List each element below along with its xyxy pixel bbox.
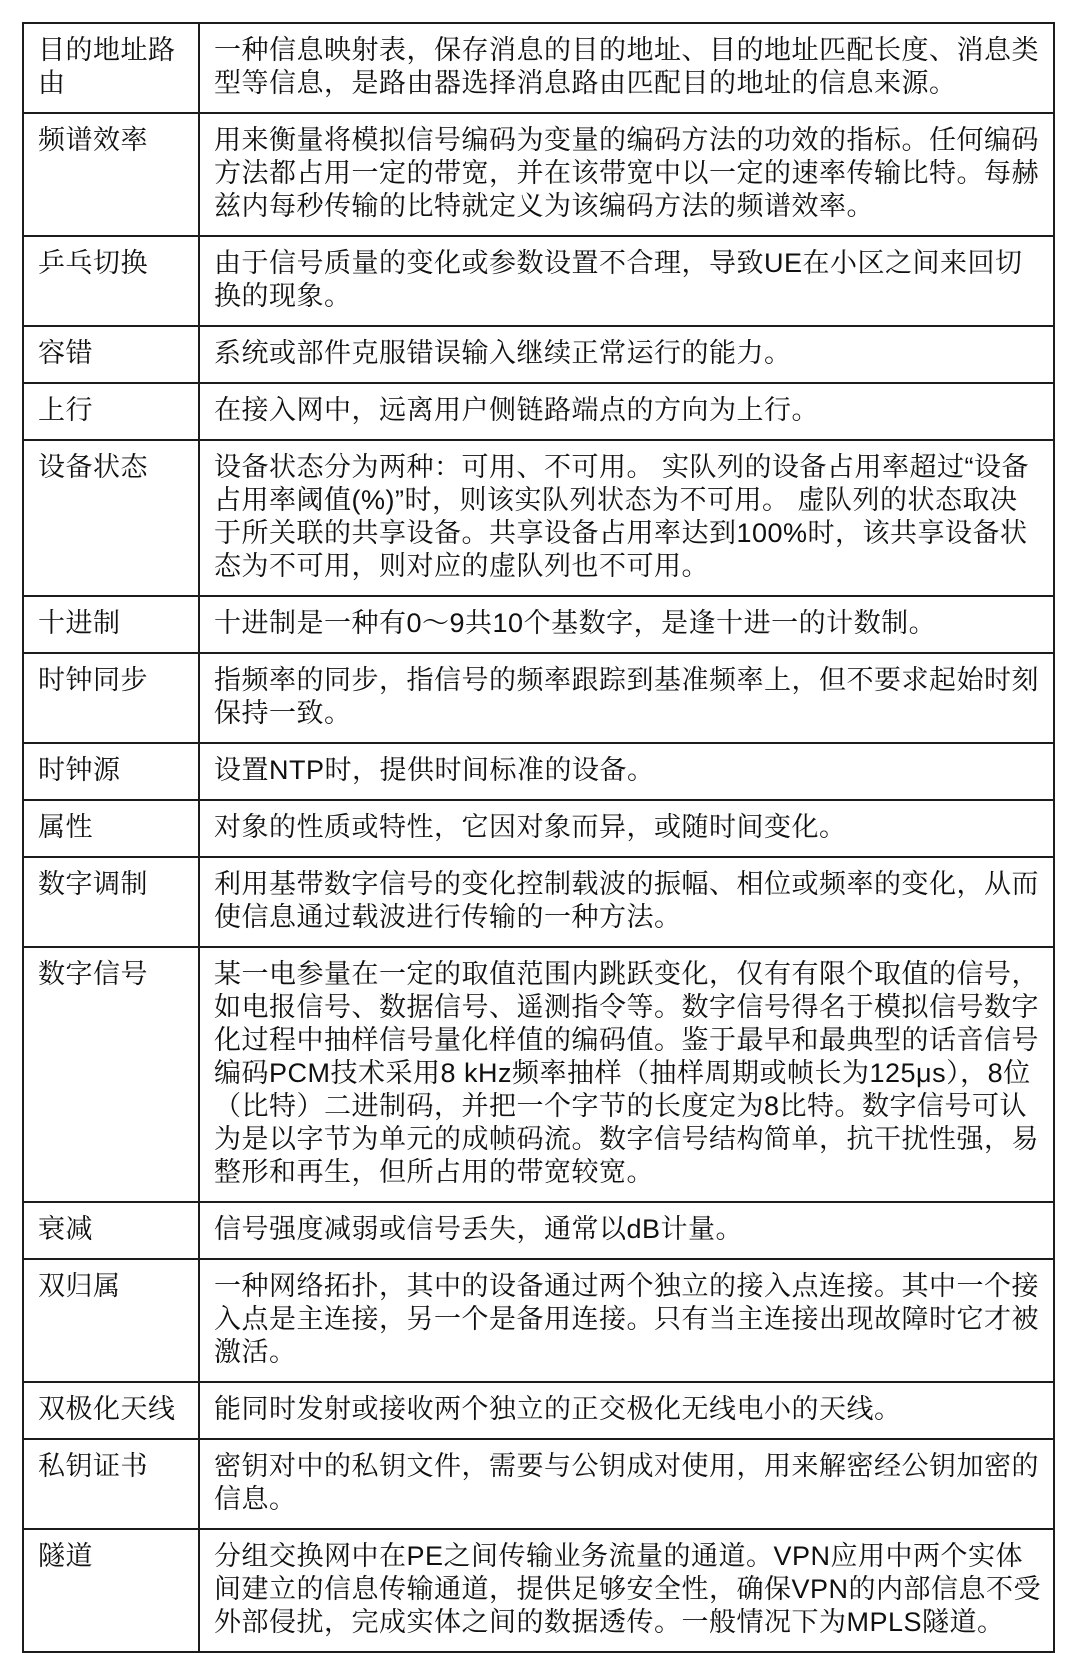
definition-cell: 用来衡量将模拟信号编码为变量的编码方法的功效的指标。任何编码方法都占用一定的带宽，并在该带宽中以一定的速率传输比特。每赫兹内每秒传输的比特就定义为该编码方法的频谱效率。 <box>199 113 1054 236</box>
glossary-body <box>23 23 1054 1652</box>
table-row <box>23 653 1054 743</box>
table-row <box>23 326 1054 383</box>
table-row <box>23 1439 1054 1529</box>
term-cell: 时钟源 <box>23 743 199 800</box>
definition-cell: 设置NTP时，提供时间标准的设备。 <box>199 743 1054 800</box>
term-cell: 目的地址路由 <box>23 23 199 113</box>
term-cell: 私钥证书 <box>23 1439 199 1529</box>
definition-cell: 某一电参量在一定的取值范围内跳跃变化，仅有有限个取值的信号，如电报信号、数据信号、遥测指令等。数字信号得名于模拟信号数字化过程中抽样信号量化样值的编码值。鉴于最早和最典型的话音信号编码PCM技术采用8 kHz频率抽样（抽样周期或帧长为125μs），8位（比特）二进制码，并把一个字节的长度定为8比特。数字信号可认为是以字节为单元的成帧码流。数字信号结构简单，抗干扰性强，易整形和再生，但所占用的带宽较宽。 <box>199 947 1054 1202</box>
table-row <box>23 23 1054 113</box>
definition-cell: 一种信息映射表，保存消息的目的地址、目的地址匹配长度、消息类型等信息，是路由器选择消息路由匹配目的地址的信息来源。 <box>199 23 1054 113</box>
term-cell: 数字信号 <box>23 947 199 1202</box>
definition-cell: 一种网络拓扑，其中的设备通过两个独立的接入点连接。其中一个接入点是主连接，另一个是备用连接。只有当主连接出现故障时它才被激活。 <box>199 1259 1054 1382</box>
table-row <box>23 857 1054 947</box>
term-cell: 双归属 <box>23 1259 199 1382</box>
term-cell: 十进制 <box>23 596 199 653</box>
definition-cell: 能同时发射或接收两个独立的正交极化无线电小的天线。 <box>199 1382 1054 1439</box>
table-row <box>23 800 1054 857</box>
definition-cell: 指频率的同步，指信号的频率跟踪到基准频率上，但不要求起始时刻保持一致。 <box>199 653 1054 743</box>
term-cell: 双极化天线 <box>23 1382 199 1439</box>
table-row <box>23 383 1054 440</box>
definition-cell: 利用基带数字信号的变化控制载波的振幅、相位或频率的变化，从而使信息通过载波进行传输的一种方法。 <box>199 857 1054 947</box>
term-cell: 上行 <box>23 383 199 440</box>
term-cell: 时钟同步 <box>23 653 199 743</box>
definition-cell: 设备状态分为两种：可用、不可用。 实队列的设备占用率超过“设备占用率阈值(%)”时，则该实队列状态为不可用。 虚队列的状态取决于所关联的共享设备。共享设备占用率达到100%时，该共享设备状态为不可用，则对应的虚队列也不可用。 <box>199 440 1054 596</box>
table-row <box>23 1529 1054 1652</box>
definition-cell: 由于信号质量的变化或参数设置不合理，导致UE在小区之间来回切换的现象。 <box>199 236 1054 326</box>
table-row <box>23 113 1054 236</box>
definition-cell: 十进制是一种有0～9共10个基数字，是逢十进一的计数制。 <box>199 596 1054 653</box>
table-row <box>23 743 1054 800</box>
table-row <box>23 236 1054 326</box>
table-row <box>23 1259 1054 1382</box>
term-cell: 数字调制 <box>23 857 199 947</box>
table-row <box>23 596 1054 653</box>
table-row <box>23 440 1054 596</box>
term-cell: 容错 <box>23 326 199 383</box>
table-row <box>23 947 1054 1202</box>
term-cell: 衰减 <box>23 1202 199 1259</box>
glossary-table <box>22 22 1055 1653</box>
definition-cell: 密钥对中的私钥文件，需要与公钥成对使用，用来解密经公钥加密的信息。 <box>199 1439 1054 1529</box>
definition-cell: 对象的性质或特性，它因对象而异，或随时间变化。 <box>199 800 1054 857</box>
table-row <box>23 1382 1054 1439</box>
definition-cell: 在接入网中，远离用户侧链路端点的方向为上行。 <box>199 383 1054 440</box>
term-cell: 乒乓切换 <box>23 236 199 326</box>
term-cell: 属性 <box>23 800 199 857</box>
term-cell: 频谱效率 <box>23 113 199 236</box>
definition-cell: 信号强度减弱或信号丢失，通常以dB计量。 <box>199 1202 1054 1259</box>
term-cell: 隧道 <box>23 1529 199 1652</box>
table-row <box>23 1202 1054 1259</box>
term-cell: 设备状态 <box>23 440 199 596</box>
definition-cell: 分组交换网中在PE之间传输业务流量的通道。VPN应用中两个实体间建立的信息传输通道，提供足够安全性，确保VPN的内部信息不受外部侵扰，完成实体之间的数据透传。一般情况下为MPLS隧道。 <box>199 1529 1054 1652</box>
definition-cell: 系统或部件克服错误输入继续正常运行的能力。 <box>199 326 1054 383</box>
